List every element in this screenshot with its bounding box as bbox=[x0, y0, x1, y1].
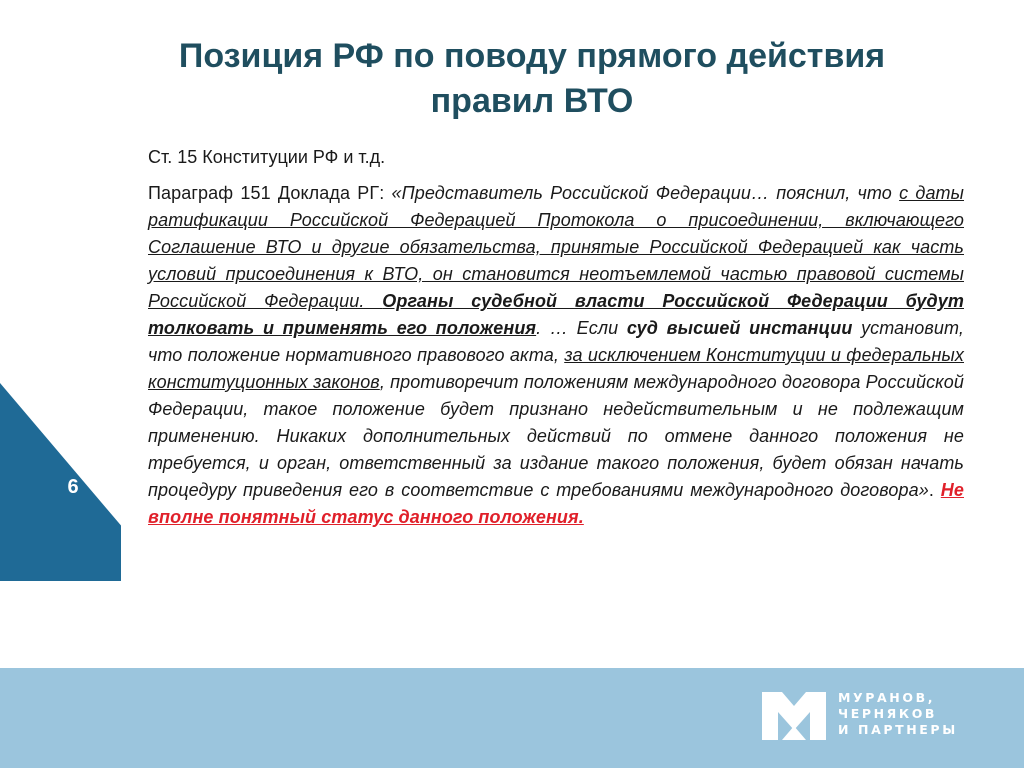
logo-line-1: МУРАНОВ, bbox=[838, 690, 936, 705]
quote-part-1: «Представитель Российской Федерации… пояснил, что bbox=[391, 183, 900, 203]
quote-part-4: , противоречит положениям международного договора Российской Федерации, такое положение будет признано недействительным и не подлежащим применению. Никаких дополнительных действий по отмене данного положения не требуется, и орган, ответственный за издание такого положения, будет обязан начать процедуру приведения его в соответствие с требованиями международного договора» bbox=[148, 372, 965, 500]
quote-part-3: установит, что положение нормативного правового акта, bbox=[148, 318, 965, 365]
slide-title-line1: Позиция РФ по поводу прямого действия bbox=[178, 37, 886, 75]
logo-line-2: ЧЕРНЯКОВ bbox=[838, 706, 938, 721]
quote-underlined-1: с даты ратификации Российской Федерацией Протокола о присоединении, включающего Соглашение ВТО и другие обязательства, принятые Российской Федерацией как часть условий присоединения к ВТО, он становится неотъемлемой частью правовой системы Российской Федерации. bbox=[148, 183, 964, 311]
quote-bold-court: суд высшей инстанции bbox=[626, 318, 853, 338]
slide-title bbox=[60, 34, 1004, 124]
red-conclusion: Не вполне понятный статус данного положения. bbox=[148, 480, 964, 527]
quote-underlined-2: за исключением Конституции и федеральных конституционных законов bbox=[148, 345, 964, 392]
intro-line: Ст. 15 Конституции РФ и т.д. bbox=[148, 147, 386, 167]
paragraph-151 bbox=[148, 180, 964, 531]
para-lead: Параграф 151 Доклада РГ: bbox=[148, 183, 392, 203]
slide-number: 6 bbox=[67, 476, 79, 498]
slide-title-line2: правил ВТО bbox=[430, 82, 634, 120]
slide-body bbox=[148, 144, 964, 531]
quote-end-dot: . bbox=[928, 480, 941, 500]
logo-line-3: И ПАРТНЕРЫ bbox=[838, 722, 958, 737]
quote-bold-underlined: Органы судебной власти Российской Федерации будут толковать и применять его положения bbox=[148, 291, 964, 338]
quote-part-2: . … Если bbox=[536, 318, 627, 338]
company-logo-text bbox=[838, 690, 958, 738]
mp-monogram-icon bbox=[762, 692, 826, 740]
